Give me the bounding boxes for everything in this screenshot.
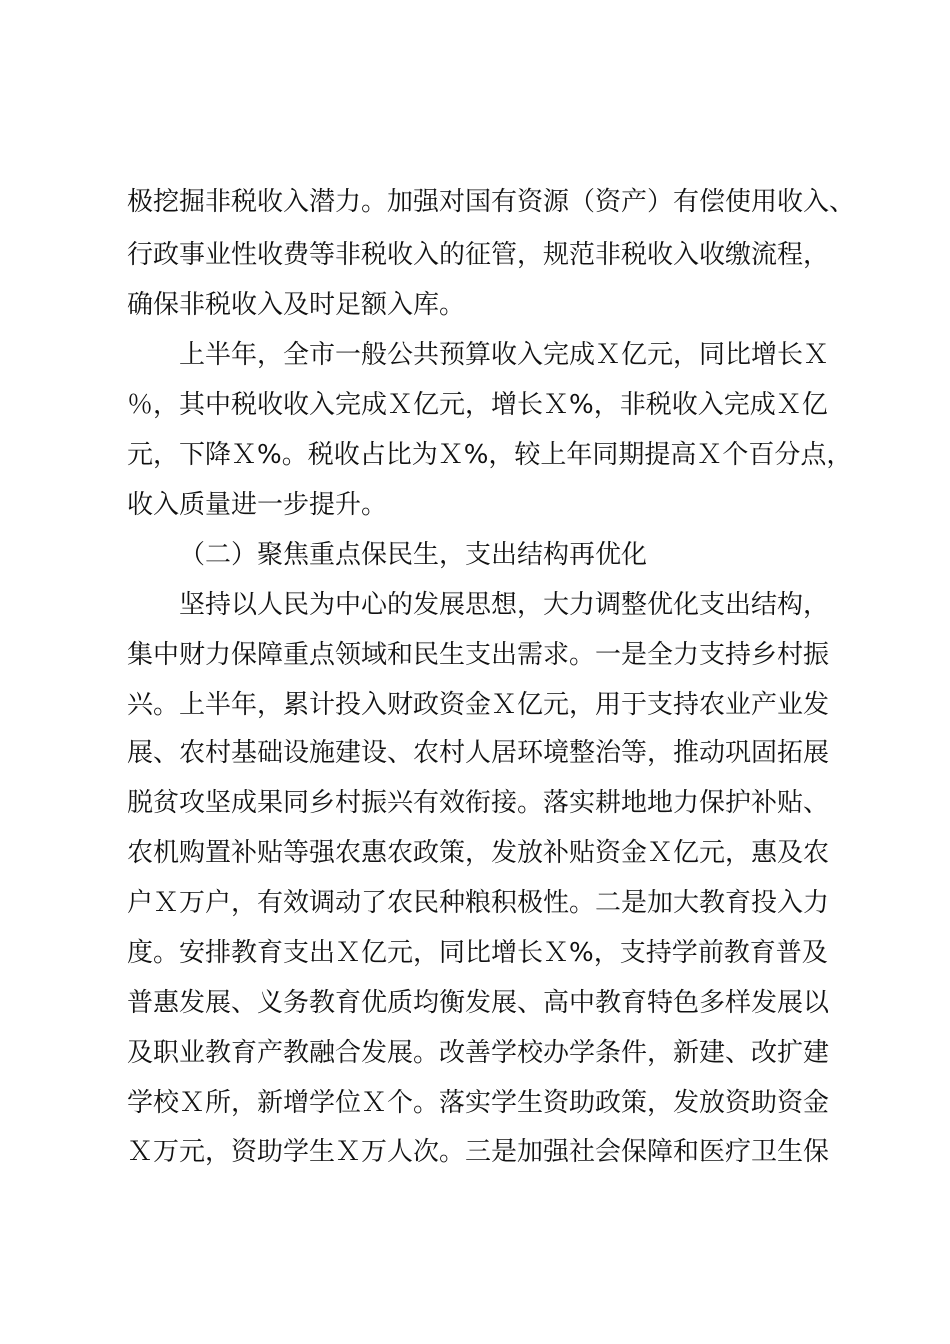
text-line-10: 集中财力保障重点领域和民生支出需求。一是全力支持乡村振 [127,640,830,670]
text-line-20: Ｘ万元，资助学生Ｘ万人次。三是加强社会保障和医疗卫生保 [127,1137,830,1167]
text-line-16: 度。安排教育支出Ｘ亿元，同比增长Ｘ%，支持学前教育普及 [127,938,828,968]
text-line-17: 普惠发展、义务教育优质均衡发展、高中教育特色多样发展以 [127,988,830,1018]
text-line-5: ％，其中税收收入完成Ｘ亿元，增长Ｘ%，非税收入完成Ｘ亿 [127,390,828,420]
text-line-4: 上半年，全市一般公共预算收入完成Ｘ亿元，同比增长Ｘ [179,340,830,370]
text-line-1: 极挖掘非税收入潜力。加强对国有资源（资产）有偿使用收入、 [127,187,856,217]
text-line-19: 学校Ｘ所，新增学位Ｘ个。落实学生资助政策，发放资助资金 [127,1088,830,1118]
text-line-18: 及职业教育产教融合发展。改善学校办学条件，新建、改扩建 [127,1038,830,1068]
text-line-6: 元，下降Ｘ%。税收占比为Ｘ%，较上年同期提高Ｘ个百分点， [127,440,853,470]
text-line-13: 脱贫攻坚成果同乡村振兴有效衔接。落实耕地地力保护补贴、 [127,788,830,818]
text-line-11: 兴。上半年，累计投入财政资金Ｘ亿元，用于支持农业产业发 [127,690,830,720]
text-line-15: 户Ｘ万户，有效调动了农民种粮积极性。二是加大教育投入力 [127,888,830,918]
text-line-9: 坚持以人民为中心的发展思想，大力调整优化支出结构， [179,590,830,620]
text-line-12: 展、农村基础设施建设、农村人居环境整治等，推动巩固拓展 [127,738,830,768]
text-line-7: 收入质量进一步提升。 [127,490,388,520]
text-line-2: 行政事业性收费等非税收入的征管，规范非税收入收缴流程， [127,240,830,270]
text-line-14: 农机购置补贴等强农惠农政策，发放补贴资金Ｘ亿元，惠及农 [127,838,830,868]
text-line-3: 确保非税收入及时足额入库。 [127,290,466,320]
section-heading: （二）聚焦重点保民生，支出结构再优化 [179,540,648,570]
